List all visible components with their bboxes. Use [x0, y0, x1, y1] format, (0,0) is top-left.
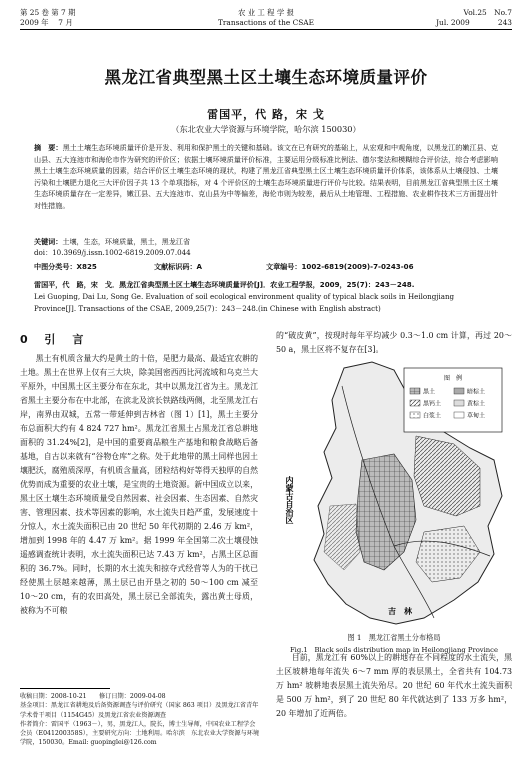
citation-block: [34, 279, 498, 315]
footnote-funding: 基金项目：黑龙江省耕地及后备资源调查与评价研究（国家 863 项目）及黑龙江省青年学术骨干项目（1154G45）及黑龙江省农业资源调查: [20, 702, 259, 719]
journal-name-en: Transactions of the CSAE: [217, 18, 315, 27]
document-code: 文献标识码：A: [154, 262, 203, 271]
footnotes: [20, 692, 260, 748]
black-soil-map-figure: [284, 356, 506, 628]
intro-paragraph-2: 目前，黑龙江有 60%以上的耕地存在不同程度的水土流失，黑土区坡耕地每年流失 6～7 mm 厚的表层黑土，全省共有 104.73 万 hm² 坡耕地表层黑土流失殆尽。20 世纪 60 年代水土流失面积是 500 万 hm²，到了 20 世纪 80 年代就达到了 133 万多 hm²，20 年增加了近两倍。: [276, 653, 512, 718]
doi: doi：10.3969/j.issn.1002-6819.2009.07.044: [34, 248, 191, 257]
date-page: [436, 18, 512, 27]
volume-issue-en: Vol.25 No.7: [463, 8, 512, 17]
legend-title: 图 例: [444, 375, 463, 382]
left-column: [20, 352, 258, 618]
section-heading: [20, 331, 86, 347]
footnote-rule: [20, 688, 110, 689]
intro-paragraph-1: 黑土有机质含量大约是黄土的十倍，是肥力最高、最适宜农耕的土地。黑土在世界上仅有三大块，除美国密西西比河流域和乌克兰大平原外，中国黑土区主要分布在东北，其中以黑龙江省为主。黑龙江省黑土主要分布在中北部，在滨北及滨长铁路线两侧，北至黑龙江右岸，南界由双城，五常一带延伸到吉林省（图 1）[1]，黑土主要分布总面积大约有 4 824 727 hm²。黑龙江省黑土占黑龙江省总耕地面积的 31.24%[2]，是中国的重要商品粮生产基地和粮食战略后备基地，自古以来就有“谷物仓库”之称。处于此地带的黑土同样也因土壤肥沃，腐殖质深厚，有机质含量高，团粒结构好等得天独厚的自然优势而成为重要的农业土壤，是宝贵的土地资源。新中国成立以来，黑土区土壤生态环境质量受自然因素、社会因素、生态因素、自然灾害、管理因素、技术等因素的影响，水土流失日趋严重，发展速度十分惊人，水土流失面积已由 20 世纪 50 年代初期的 2.46 万 km²，增加到 1998 年的 4.47 万 km²。据 1999 年全国第二次土壤侵蚀遥感调查统计表明，水土流失面积已达 7.43 万 km²，占黑土区总面积的 36.7%。同时，长期的水土流失和掠夺式经营等人为的干扰已经使黑土层越来越薄，黑土层已由开垦之初的 50～100 cm 减至 10～20 cm，有的农田高处，黑土层已全部流失，露出黄土母质，被称为不可粮: [20, 354, 258, 615]
keywords-text: 土壤，生态，环境质量，黑土，黑龙江省: [62, 237, 191, 246]
authors: 雷国平，代 路，宋 戈: [207, 108, 325, 121]
abstract-label: 摘 要：: [34, 143, 63, 152]
abstract-text: 黑土土壤生态环境质量评价是开发、利用和保护黑土的关键和基础。该文在已有研究的基础上，从宏观和中观角度，以黑龙江的嫩江县、克山县、五大连池市和海伦市作为研究的评价区；依据土壤环境质量评价标准，主要运用分级标准比例法、德尔斐法和模糊综合评价法，综合考虑影响黑土土壤生态环境质量的因素，结合评价区土壤生态环境的现状，构建了黑龙江省典型黑土区土壤生态环境质量评价体系，该体系从土壤侵蚀、土壤污染和土壤肥力退化三大评价因子共 13 个单项指标，对 4 个评价区的土壤生态环境质量进行评价与比较。结果表明，目前黑龙江省典型黑土区土壤生态环境质量存在一定差异，嫩江县、五大连池市、克山县为中等偏差，海伦市则为较差，最后从土地管理、工程措施、农业耕作技术三方面提出针对性措施。: [34, 143, 499, 210]
region-label-inner-mongolia: 内蒙古自治区: [285, 476, 295, 524]
article-number: 文章编号：1002-6819(2009)-7-0243-06: [266, 262, 414, 271]
keywords: [34, 236, 498, 247]
header-rule: [20, 29, 512, 30]
paper-title: 黑龙江省典型黑土区土壤生态环境质量评价: [104, 68, 428, 87]
legend-label-2: 黑钙土: [423, 400, 442, 408]
legend-label-6: 草甸土: [467, 412, 486, 420]
date-en: Jul. 2009: [436, 18, 470, 27]
clc-number: 中图分类号：X825: [34, 262, 97, 271]
intro-continuation: 的“破皮黄”，按现时每年平均减少 0.3～1.0 cm 计算，再过 20～50 a，黑土区将不复存在[3]。: [276, 331, 512, 354]
legend-label-5: 黄棕土: [467, 400, 486, 408]
footnote-dates: 收稿日期：2008-10-21 修订日期：2009-04-08: [20, 693, 166, 700]
section-number: 0: [20, 333, 31, 346]
date-cn: 2009 年 7 月: [20, 18, 73, 27]
page-number: 243: [497, 18, 512, 27]
legend-label-3: 白浆土: [423, 412, 442, 420]
figure-caption-cn: 图 1 黑龙江省黑土分布格局: [347, 633, 441, 642]
legend-label-4: 暗棕土: [467, 388, 486, 396]
region-label-jilin: 吉 林: [388, 606, 412, 616]
right-column-top: [276, 329, 512, 357]
abstract: [34, 142, 498, 212]
journal-name-cn: 农 业 工 程 学 报: [237, 8, 295, 17]
citation-cn: 雷国平，代 路，宋 戈．黑龙江省典型黑土区土壤生态环境质量评价[J]．农业工程学报，2009，25(7)：243－248.: [34, 280, 415, 289]
footnote-author-bio: 作者简介：雷国平（1963－），男，黑龙江人，院长，博士生导师，中国农业工程学会会员（E041200358S），主要研究方向：土地利用。哈尔滨 东北农业大学资源与环境学院，150030。Email: guopinglei@126.com: [20, 720, 260, 747]
citation-en: Lei Guoping, Dai Lu, Song Ge. Evaluation of soil ecological environment quality of typical black soils in Heilongjiang Province[J]. Transactions of the CSAE, 2009,25(7)：243－248.(in Chinese with English abstract): [34, 292, 455, 313]
section-title: 引 言: [44, 333, 87, 346]
affiliation: （东北农业大学资源与环境学院，哈尔滨 150030）: [171, 124, 361, 134]
right-column-bottom: [276, 651, 512, 721]
keywords-label: 关键词：: [34, 237, 63, 246]
volume-issue-cn: 第 25 卷 第 7 期: [20, 8, 76, 17]
figure-caption-en: Fig.1 Black soils distribution map in Heilongjiang Province: [289, 646, 499, 654]
legend-label-1: 黑土: [423, 388, 436, 396]
